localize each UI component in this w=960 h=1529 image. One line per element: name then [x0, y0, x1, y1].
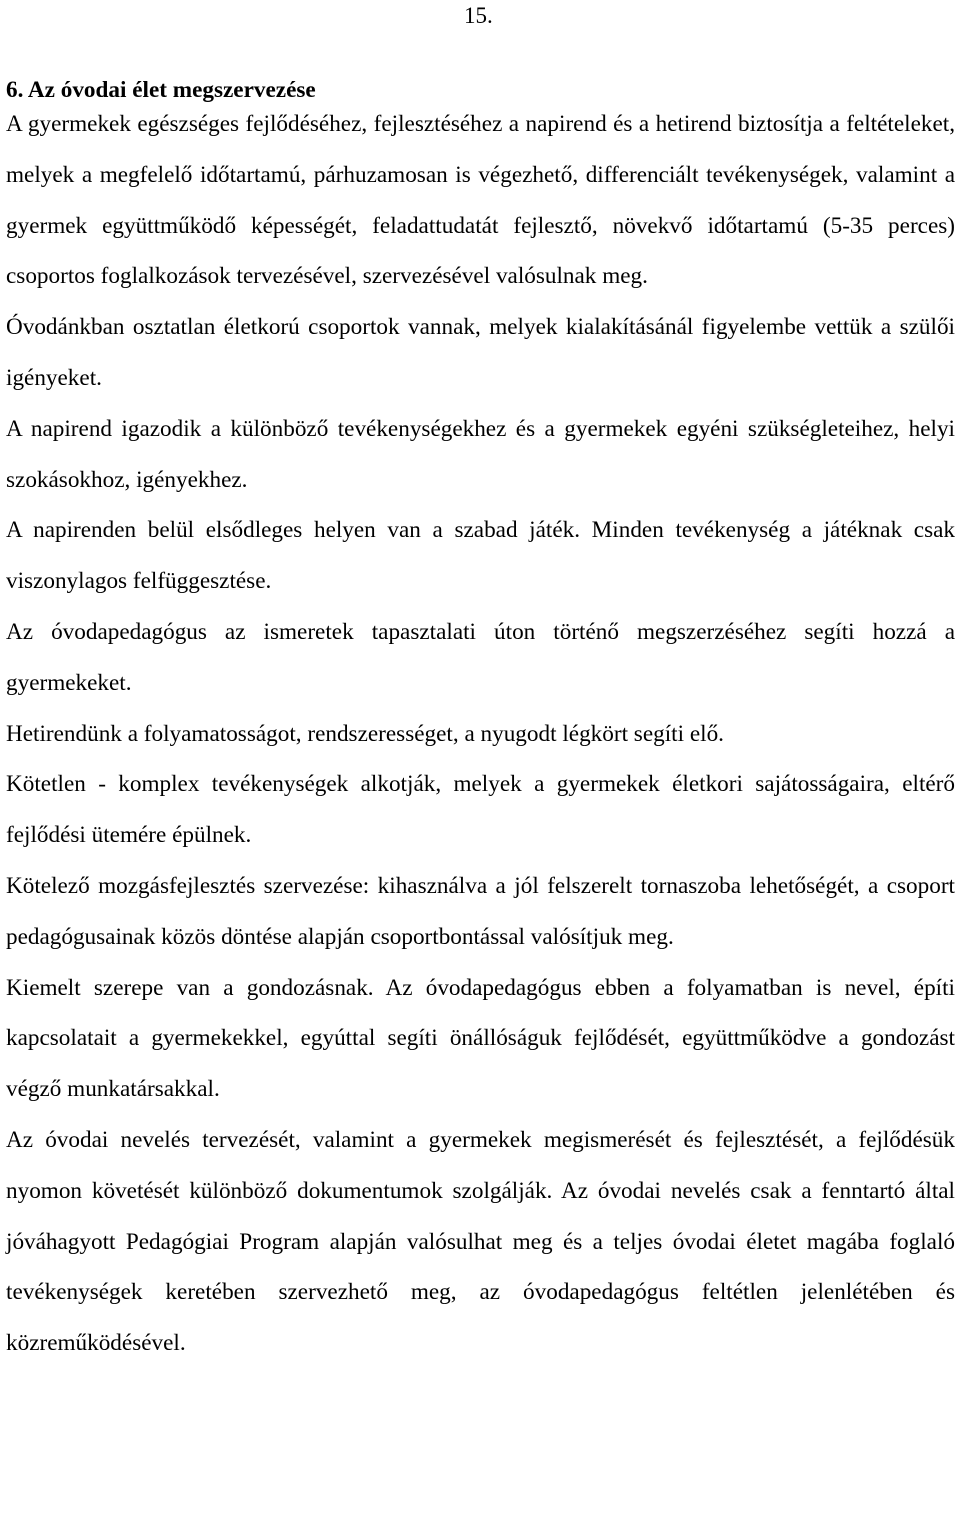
paragraph-free-play: A napirenden belül elsődleges helyen van a szabad játék. Minden tevékenység a játéknak csak viszonylagos felfüggesztése. — [6, 517, 955, 595]
paragraph-daily-schedule-needs: A napirend igazodik a különböző tevékenységekhez és a gyermekek egyéni szükségleteihez, helyi szokásokhoz, igényekhez. — [6, 415, 955, 493]
paragraph-care: Kiemelt szerepe van a gondozásnak. Az óvodapedagógus ebben a folyamatban is nevel, építi kapcsolatait a gyermekekkel, egyúttal segíti önállóságuk fejlődését, együttműködve a gondozást végző munkatársakkal. — [6, 974, 955, 1103]
paragraph-weekly-schedule: Hetirendünk a folyamatosságot, rendszerességet, a nyugodt légkört segíti elő. — [6, 720, 724, 747]
paragraph-movement-development: Kötelező mozgásfejlesztés szervezése: kihasználva a jól felszerelt tornaszoba lehetőségét, a csoport pedagógusainak közös döntése alapján csoportbontással valósítjuk meg. — [6, 872, 955, 950]
section-title: 6. Az óvodai élet megszervezése — [6, 77, 316, 103]
document-body — [6, 73, 955, 1369]
paragraph-daily-weekly-schedule: A gyermekek egészséges fejlődéséhez, fejlesztéséhez a napirend és a hetirend biztosítja a feltételeket, melyek a megfelelő időtartamú, párhuzamosan is végezhető, differenciált tevékenységek, valamint a gyermek együttműködő képességét, feladattudatát fejlesztő, növekvő időtartamú (5-35 perces) csoportos foglalkozások tervezésével, szervezésével valósulnak meg. — [6, 111, 955, 290]
page-number: 15. — [464, 3, 493, 28]
paragraph-teacher-role: Az óvodapedagógus az ismeretek tapasztalati úton történő megszerzéséhez segíti hozzá a gyermekeket. — [6, 618, 955, 696]
paragraph-mixed-age-groups: Óvodánkban osztatlan életkorú csoportok vannak, melyek kialakításánál figyelembe vettük a szülői igényeket. — [6, 314, 955, 391]
paragraph-planning-documents: Az óvodai nevelés tervezését, valamint a gyermekek megismerését és fejlesztését, a fejlődésük nyomon követését különböző dokumentumok szolgálják. Az óvodai nevelés csak a fenntartó által jóváhagyott Pedagógiai Program alapján valósulhat meg és a teljes óvodai életet magába foglaló tevékenységek keretében szervezhető meg, az óvodapedagógus feltétlen jelenlétében és közreműködésével. — [6, 1126, 955, 1357]
paragraph-complex-activities: Kötetlen - komplex tevékenységek alkotják, melyek a gyermekek életkori sajátosságaira, eltérő fejlődési ütemére épülnek. — [6, 771, 955, 849]
